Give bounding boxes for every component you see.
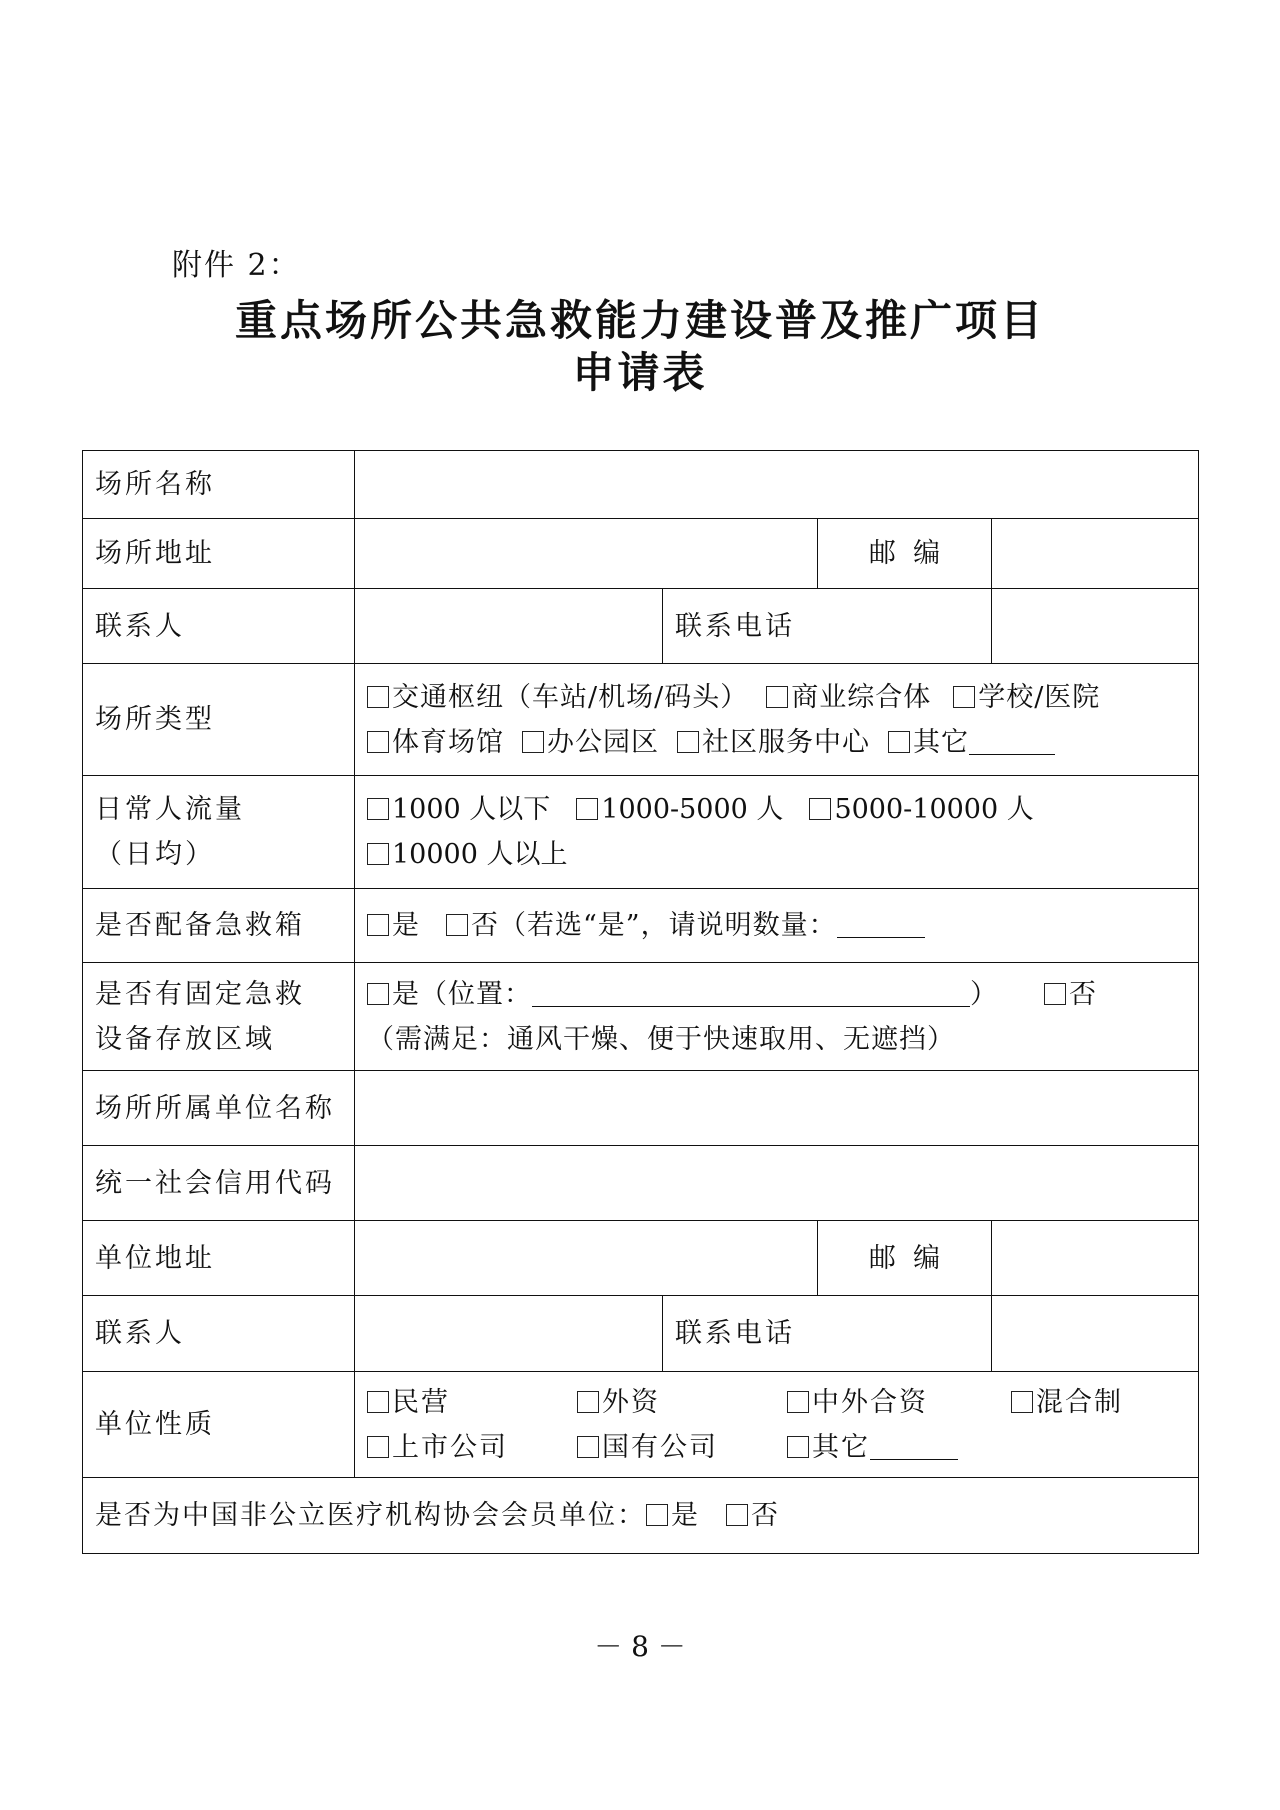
application-form <box>82 450 1199 1554</box>
member-question <box>83 1478 1199 1554</box>
checkbox[interactable] <box>367 731 389 753</box>
checkbox[interactable] <box>576 798 598 820</box>
checkbox[interactable] <box>577 1391 599 1413</box>
location-blank[interactable] <box>532 980 970 1007</box>
other-blank[interactable] <box>870 1433 958 1460</box>
venue-type-option[interactable]: 商业综合体 <box>766 675 931 720</box>
org-address-field[interactable] <box>355 1221 818 1296</box>
org-name-field[interactable] <box>355 1071 1199 1146</box>
checkbox[interactable] <box>367 798 389 820</box>
traffic-label-line2: （日均） <box>95 839 215 870</box>
first-aid-kit-label: 是否配备急救箱 <box>83 889 355 963</box>
venue-contact-field[interactable] <box>355 589 663 664</box>
venue-type-option[interactable]: 办公园区 <box>522 720 659 765</box>
storage-area-no[interactable]: 否 <box>1044 972 1097 1017</box>
checkbox[interactable] <box>1044 983 1066 1005</box>
checkbox[interactable] <box>646 1504 668 1526</box>
org-contact-field[interactable] <box>355 1296 663 1372</box>
org-type-option[interactable]: 混合制 <box>1011 1380 1186 1425</box>
checkbox[interactable] <box>522 731 544 753</box>
member-yes[interactable]: 是 <box>646 1493 700 1538</box>
traffic-label-line1: 日常人流量 <box>95 794 245 825</box>
venue-name-field[interactable] <box>355 451 1199 519</box>
org-type-option[interactable]: 其它 <box>787 1425 1011 1470</box>
row-org-name <box>83 1071 1199 1146</box>
traffic-option[interactable]: 5000-10000 人 <box>809 787 1033 832</box>
row-org-contact <box>83 1296 1199 1372</box>
checkbox[interactable] <box>677 731 699 753</box>
checkbox[interactable] <box>577 1436 599 1458</box>
storage-area-note: （需满足：通风干燥、便于快速取用、无遮挡） <box>367 1023 955 1055</box>
checkbox[interactable] <box>787 1436 809 1458</box>
traffic-label <box>83 776 355 889</box>
checkbox[interactable] <box>953 686 975 708</box>
traffic-option[interactable]: 10000 人以上 <box>367 832 567 877</box>
org-type-option[interactable]: 民营 <box>367 1380 577 1425</box>
member-label: 是否为中国非公立医疗机构协会会员单位： <box>95 1500 646 1531</box>
row-org-address <box>83 1221 1199 1296</box>
org-type-options <box>355 1372 1199 1478</box>
first-aid-kit-yes[interactable]: 是 <box>367 903 420 948</box>
org-type-label: 单位性质 <box>83 1372 355 1478</box>
org-postcode-field[interactable] <box>992 1221 1199 1296</box>
venue-type-option[interactable]: 其它 <box>888 720 1055 765</box>
row-traffic <box>83 776 1199 889</box>
traffic-option[interactable]: 1000-5000 人 <box>576 787 783 832</box>
venue-postcode-field[interactable] <box>992 519 1199 589</box>
venue-type-option[interactable]: 社区服务中心 <box>677 720 870 765</box>
row-first-aid-kit <box>83 889 1199 963</box>
org-address-label: 单位地址 <box>83 1221 355 1296</box>
org-type-option[interactable]: 国有公司 <box>577 1425 787 1470</box>
credit-code-label: 统一社会信用代码 <box>83 1146 355 1221</box>
first-aid-kit-options <box>355 889 1199 963</box>
storage-area-label-line2: 设备存放区域 <box>95 1023 275 1055</box>
org-type-option[interactable]: 中外合资 <box>787 1380 1011 1425</box>
checkbox[interactable] <box>888 731 910 753</box>
form-title: 重点场所公共急救能力建设普及推广项目 <box>234 296 1045 345</box>
row-org-type <box>83 1372 1199 1478</box>
venue-type-label: 场所类型 <box>83 664 355 776</box>
storage-area-label-line1: 是否有固定急救 <box>95 978 305 1010</box>
storage-area-yes[interactable]: 是（位置： ） <box>367 972 998 1017</box>
org-phone-field[interactable] <box>992 1296 1199 1372</box>
traffic-options <box>355 776 1199 889</box>
attachment-label: 附件 2： <box>172 248 301 283</box>
venue-type-option[interactable]: 交通枢纽（车站/机场/码头） <box>367 675 748 720</box>
checkbox[interactable] <box>367 983 389 1005</box>
checkbox[interactable] <box>1011 1391 1033 1413</box>
org-type-option[interactable]: 上市公司 <box>367 1425 577 1470</box>
checkbox[interactable] <box>726 1504 748 1526</box>
other-blank[interactable] <box>969 728 1055 755</box>
org-contact-label: 联系人 <box>83 1296 355 1372</box>
venue-type-option[interactable]: 体育场馆 <box>367 720 504 765</box>
venue-type-option[interactable]: 学校/医院 <box>953 675 1100 720</box>
row-venue-name <box>83 451 1199 519</box>
row-venue-contact <box>83 589 1199 664</box>
venue-address-field[interactable] <box>355 519 818 589</box>
org-type-option[interactable]: 外资 <box>577 1380 787 1425</box>
row-storage-area <box>83 963 1199 1071</box>
form-subtitle: 申请表 <box>572 348 708 397</box>
org-postcode-label: 邮 编 <box>818 1221 992 1296</box>
quantity-blank[interactable] <box>837 911 925 938</box>
checkbox[interactable] <box>367 914 389 936</box>
venue-phone-field[interactable] <box>992 589 1199 664</box>
credit-code-field[interactable] <box>355 1146 1199 1221</box>
row-venue-address <box>83 519 1199 589</box>
checkbox[interactable] <box>809 798 831 820</box>
member-no[interactable]: 否 <box>726 1493 780 1538</box>
checkbox[interactable] <box>766 686 788 708</box>
traffic-option[interactable]: 1000 人以下 <box>367 787 550 832</box>
venue-type-options <box>355 664 1199 776</box>
checkbox[interactable] <box>367 1436 389 1458</box>
storage-area-label <box>83 963 355 1071</box>
venue-postcode-label: 邮 编 <box>818 519 992 589</box>
row-venue-type <box>83 664 1199 776</box>
org-name-label: 场所所属单位名称 <box>83 1071 355 1146</box>
row-member <box>83 1478 1199 1554</box>
org-phone-label: 联系电话 <box>663 1296 992 1372</box>
venue-name-label: 场所名称 <box>83 451 355 519</box>
venue-address-label: 场所地址 <box>83 519 355 589</box>
venue-phone-label: 联系电话 <box>663 589 992 664</box>
storage-area-options <box>355 963 1199 1071</box>
row-credit-code <box>83 1146 1199 1221</box>
venue-contact-label: 联系人 <box>83 589 355 664</box>
checkbox[interactable] <box>367 843 389 865</box>
first-aid-kit-no[interactable]: 否（若选“是”，请说明数量： <box>446 903 925 948</box>
page-number: － 8 － <box>594 1630 686 1663</box>
checkbox[interactable] <box>367 686 389 708</box>
checkbox[interactable] <box>446 914 468 936</box>
checkbox[interactable] <box>787 1391 809 1413</box>
checkbox[interactable] <box>367 1391 389 1413</box>
